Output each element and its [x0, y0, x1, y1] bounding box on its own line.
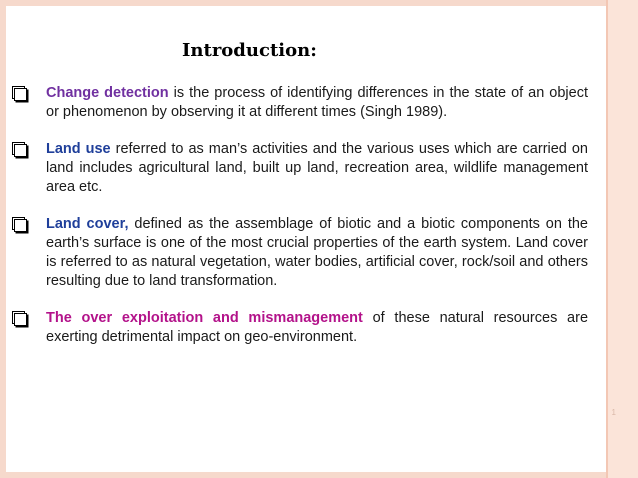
bullet-land-cover — [10, 215, 588, 291]
bullet-keyword: Land cover, — [46, 216, 129, 232]
bullet-list — [10, 84, 588, 365]
checkbox-bullet-icon — [12, 86, 26, 100]
bullet-land-use — [10, 140, 588, 197]
checkbox-bullet-icon — [12, 142, 26, 156]
slide-right-band — [608, 0, 638, 478]
bullet-change-detection — [10, 84, 588, 122]
page-number: 1 — [611, 408, 616, 417]
bullet-over-exploitation — [10, 309, 588, 347]
checkbox-bullet-icon — [12, 311, 26, 325]
bullet-text: defined as the assemblage of biotic and a biotic components on the earth’s surface is one of the most crucial properties of the earth system. Land cover is referred to as natural vegetation, water bodies, artificial cover, rock/soil and others resulting due to land transformation. — [46, 216, 588, 289]
bullet-keyword: Change detection — [46, 85, 169, 101]
checkbox-bullet-icon — [12, 217, 26, 231]
bullet-text: of these natural resources are exerting detrimental impact on geo-environment. — [46, 310, 589, 345]
slide-title: Introduction: — [182, 40, 317, 61]
bullet-text: is the process of identifying differences in the state of an object or phenomenon by observing it at different times (Singh 1989). — [46, 85, 588, 120]
bullet-text: referred to as man’s activities and the various uses which are carried on land includes agricultural land, built up land, recreation area, wildlife management area etc. — [46, 141, 588, 195]
bullet-keyword: The over exploitation and mismanagement — [46, 310, 363, 326]
bullet-keyword: Land use — [46, 141, 111, 157]
